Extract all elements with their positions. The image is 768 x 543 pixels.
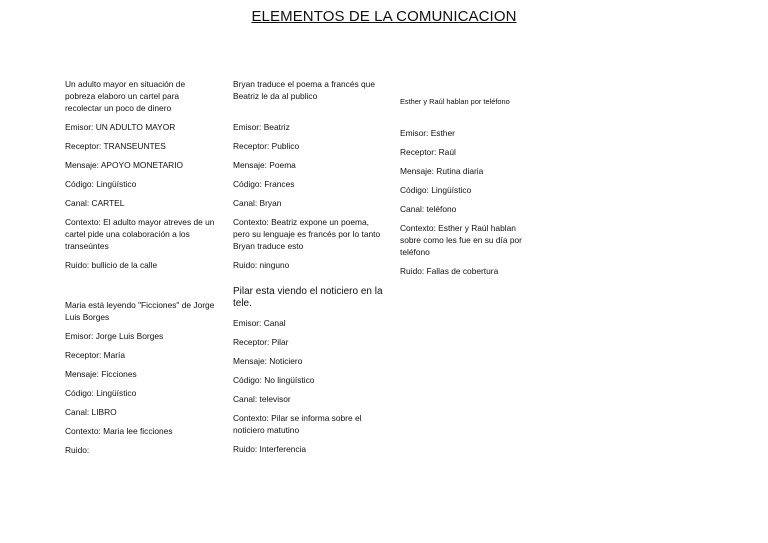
contexto-line: Contexto: Beatriz expone un poema, pero su lenguaje es francés por lo tanto Bryan traduce esto xyxy=(233,217,381,251)
mensaje-line: Mensaje: APOYO MONETARIO xyxy=(65,160,184,170)
canal-line: Canal: LIBRO xyxy=(65,407,117,417)
example-description: Bryan traduce el poema a francés que Beatriz le da al publico xyxy=(233,79,375,101)
canal-line: Canal: Bryan xyxy=(233,198,282,208)
ruido-line: Ruido: Interferencia xyxy=(233,444,307,454)
codigo-line: Código: Frances xyxy=(233,179,295,189)
example-adulto-mayor xyxy=(65,78,215,271)
contexto-line: Contexto: Maria lee ficciones xyxy=(65,426,173,436)
ruido-line: Ruido: ninguno xyxy=(233,260,290,270)
codigo-line: Código: Lingüístico xyxy=(65,388,137,398)
ruido-line: Ruido: bullicio de la calle xyxy=(65,260,158,270)
emisor-line: Emisor: Jorge Luis Borges xyxy=(65,331,164,341)
emisor-line: Emisor: UN ADULTO MAYOR xyxy=(65,122,176,132)
receptor-line: Receptor: María xyxy=(65,350,126,360)
example-description: Un adulto mayor en situación de pobreza elaboro un cartel para recolectar un poco de dinero xyxy=(65,79,186,113)
codigo-line: Código: Lingüístico xyxy=(65,179,137,189)
mensaje-line: Mensaje: Noticiero xyxy=(233,356,303,366)
contexto-line: Contexto: Pilar se informa sobre el noticiero matutino xyxy=(233,413,362,435)
canal-line: Canal: CARTEL xyxy=(65,198,125,208)
ruido-line: Ruido: xyxy=(65,445,90,455)
receptor-line: Receptor: Pilar xyxy=(233,337,289,347)
codigo-line: Código: No lingüístico xyxy=(233,375,315,385)
example-description: Esther y Raúl hablan por teléfono xyxy=(400,97,510,106)
example-description: Pilar esta viendo el noticiero en la tele. xyxy=(233,286,383,309)
receptor-line: Receptor: Publico xyxy=(233,141,300,151)
mensaje-line: Mensaje: Rutina diaria xyxy=(400,166,484,176)
receptor-line: Receptor: Raúl xyxy=(400,147,456,157)
example-bryan-poema xyxy=(233,78,383,271)
example-esther-raul xyxy=(400,96,525,277)
receptor-line: Receptor: TRANSEUNTES xyxy=(65,141,166,151)
contexto-line: Contexto: El adulto mayor atreves de un cartel pide una colaboración a los transeúntes xyxy=(65,217,215,251)
emisor-line: Emisor: Beatriz xyxy=(233,122,290,132)
emisor-line: Emisor: Esther xyxy=(400,128,455,138)
emisor-line: Emisor: Canal xyxy=(233,318,286,328)
example-maria-ficciones xyxy=(65,299,215,456)
example-pilar-noticiero xyxy=(233,286,383,455)
mensaje-line: Mensaje: Poema xyxy=(233,160,296,170)
contexto-line: Contexto: Esther y Raúl hablan sobre como les fue en su día por teléfono xyxy=(400,223,522,257)
ruido-line: Ruido: Fallas de cobertura xyxy=(400,266,499,276)
codigo-line: Código: Lingüístico xyxy=(400,185,472,195)
canal-line: Canal: televisor xyxy=(233,394,291,404)
mensaje-line: Mensaje: Ficciones xyxy=(65,369,137,379)
canal-line: Canal: teléfono xyxy=(400,204,457,214)
page-title: ELEMENTOS DE LA COMUNICACION xyxy=(251,8,517,25)
example-description: Maria está leyendo "Ficciones" de Jorge Luis Borges xyxy=(65,300,215,322)
